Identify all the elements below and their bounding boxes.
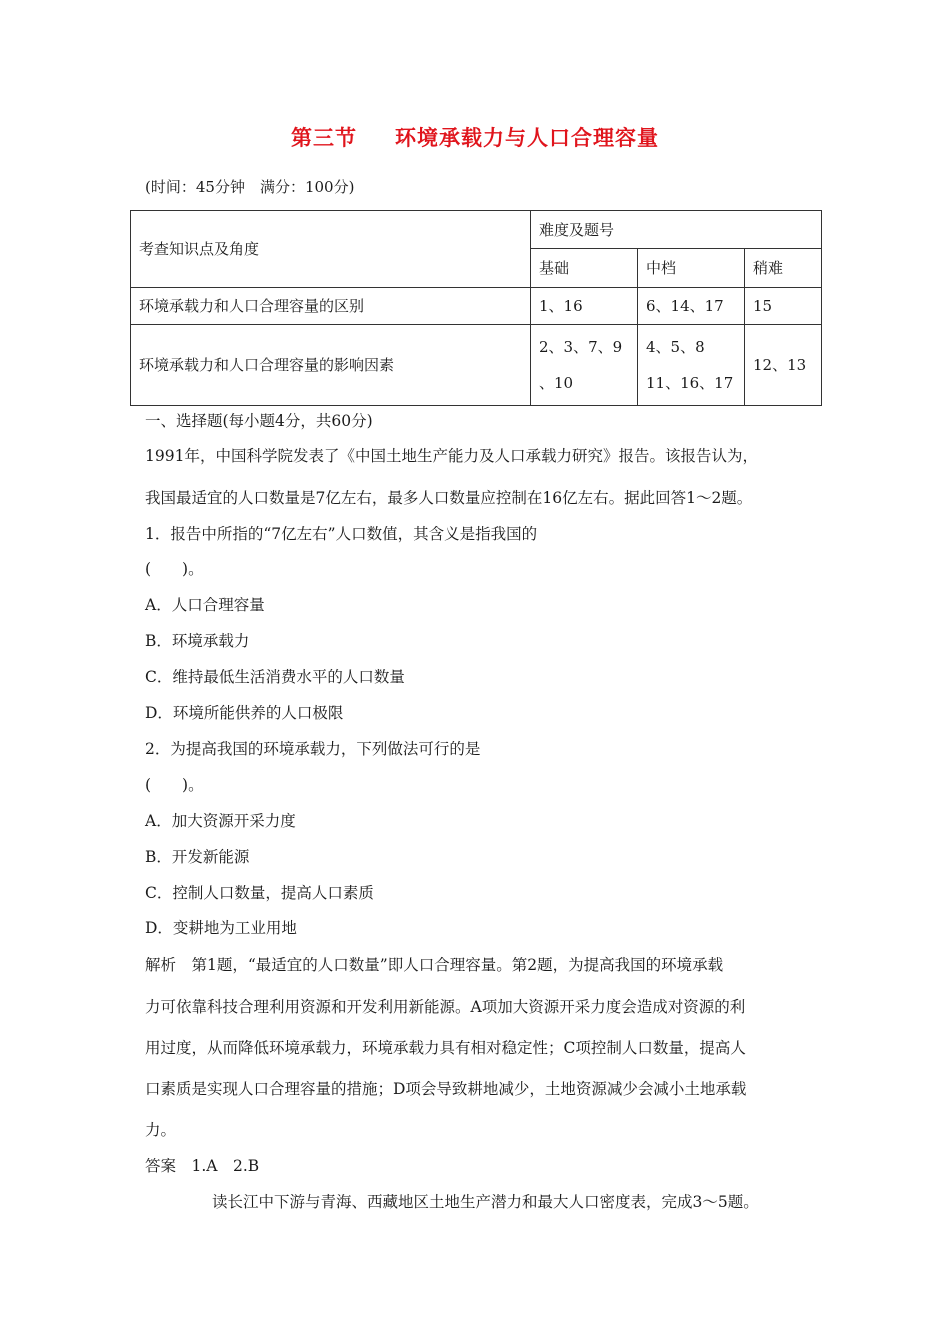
intro-line: 1991年，中国科学院发表了《中国土地生产能力及人口承载力研究》报告。该报告认为，	[145, 447, 758, 465]
analysis-line: 口素质是实现人口合理容量的措施；D项会导致耕地减少，土地资源减少会减小土地承载	[145, 1080, 747, 1098]
page-title: 第三节 环境承载力与人口合理容量	[291, 126, 659, 150]
header-hard: 稍难	[745, 249, 822, 288]
analysis-line: 力。	[145, 1121, 177, 1139]
intro-line: 我国最适宜的人口数量是7亿左右，最多人口数量应控制在16亿左右。据此回答1～2题。	[145, 489, 753, 507]
question-1-option-b: B．环境承载力	[145, 632, 250, 650]
question-2-option-c: C．控制人口数量，提高人口素质	[145, 884, 374, 902]
row-basic: 1、16	[531, 288, 638, 325]
row-hard: 12、13	[745, 325, 822, 406]
row-medium: 6、14、17	[638, 288, 745, 325]
row-hard: 15	[745, 288, 822, 325]
question-1-option-d: D．环境所能供养的人口极限	[145, 704, 344, 722]
question-2-blank: ( )。	[145, 776, 204, 794]
header-medium: 中档	[638, 249, 745, 288]
question-2-stem: 2．为提高我国的环境承载力，下列做法可行的是	[145, 740, 481, 758]
header-knowledge: 考查知识点及角度	[131, 211, 531, 288]
table-row	[131, 325, 822, 406]
row-topic: 环境承载力和人口合理容量的区别	[131, 288, 531, 325]
row-topic: 环境承载力和人口合理容量的影响因素	[131, 325, 531, 406]
table-row	[131, 288, 822, 325]
question-2-option-b: B．开发新能源	[145, 848, 250, 866]
section-heading: 一、选择题(每小题4分，共60分)	[145, 412, 373, 430]
question-1-option-c: C．维持最低生活消费水平的人口数量	[145, 668, 405, 686]
analysis-line: 力可依靠科技合理利用资源和开发利用新能源。A项加大资源开采力度会造成对资源的利	[145, 998, 746, 1016]
analysis-line: 解析 第1题，“最适宜的人口数量”即人口合理容量。第2题，为提高我国的环境承载	[145, 956, 724, 974]
question-2-option-a: A．加大资源开采力度	[145, 812, 296, 830]
header-difficulty: 难度及题号	[531, 211, 822, 249]
row-basic: 2、3、7、9 、10	[531, 325, 638, 406]
answer-line: 答案 1.A 2.B	[145, 1157, 260, 1175]
question-2-option-d: D．变耕地为工业用地	[145, 919, 297, 937]
question-1-stem: 1．报告中所指的“7亿左右”人口数值，其含义是指我国的	[145, 525, 538, 543]
analysis-line: 用过度，从而降低环境承载力，环境承载力具有相对稳定性；C项控制人口数量，提高人	[145, 1039, 746, 1057]
question-1-blank: ( )。	[145, 560, 204, 578]
next-intro: 读长江中下游与青海、西藏地区土地生产潜力和最大人口密度表，完成3～5题。	[212, 1193, 759, 1211]
time-score-note: (时间：45分钟 满分：100分)	[145, 178, 355, 196]
header-basic: 基础	[531, 249, 638, 288]
row-medium: 4、5、8 11、16、17	[638, 325, 745, 406]
question-1-option-a: A．人口合理容量	[145, 596, 265, 614]
knowledge-table	[130, 210, 822, 406]
